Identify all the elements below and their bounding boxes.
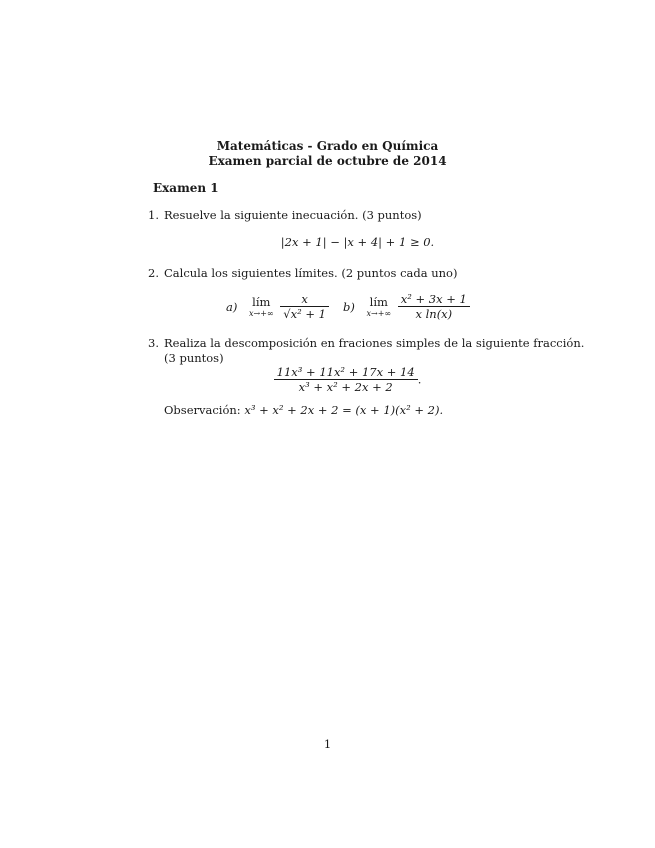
section-title: Examen 1 — [153, 181, 219, 195]
fraction-a-numerator: x — [280, 292, 329, 307]
part-b-label: b) — [343, 299, 355, 314]
fraction-b-numerator: x² + 3x + 1 — [398, 292, 470, 307]
problem-2-part-a — [226, 292, 329, 321]
fraction-a — [280, 292, 329, 321]
limit-a-subscript: x→+∞ — [249, 308, 274, 318]
limit-a — [249, 296, 274, 318]
fraction-b — [398, 292, 470, 321]
problem-3-denominator: x³ + x² + 2x + 2 — [298, 380, 393, 394]
problem-1-formula: |2x + 1| − |x + 4| + 1 ≥ 0. — [280, 235, 435, 249]
limit-b — [367, 296, 392, 318]
part-a-label: a) — [226, 299, 238, 314]
problem-3-number: 3. — [148, 336, 159, 350]
exam-subtitle: Examen parcial de octubre de 2014 — [208, 154, 447, 168]
problem-3-points: (3 puntos) — [164, 351, 224, 365]
problem-3-numerator: 11x³ + 11x² + 17x + 14 — [274, 365, 418, 380]
problem-3-fraction — [274, 365, 418, 394]
fraction-b-denominator: x ln(x) — [415, 307, 453, 321]
problem-2-number: 2. — [148, 266, 159, 280]
exam-title: Matemáticas - Grado en Química — [216, 139, 439, 153]
page-number: 1 — [323, 737, 332, 751]
observation-formula: x³ + x² + 2x + 2 = (x + 1)(x² + 2). — [244, 403, 444, 417]
limit-b-subscript: x→+∞ — [366, 308, 392, 318]
problem-1-number: 1. — [148, 208, 159, 222]
problem-3-observation — [164, 403, 443, 417]
problem-2-part-b — [343, 292, 470, 321]
problem-1-text: Resuelve la siguiente inecuación. (3 puntos) — [164, 208, 422, 222]
observation-label: Observación: — [164, 403, 241, 417]
problem-2-text: Calcula los siguientes límites. (2 puntos cada uno) — [164, 266, 458, 280]
limit-b-word: lím — [369, 294, 388, 309]
problem-3-period: . — [417, 372, 422, 387]
problem-3-text: Realiza la descomposición en fraciones simples de la siguiente fracción. — [164, 336, 585, 350]
limit-a-word: lím — [252, 294, 271, 309]
problem-3-fraction-block — [0, 365, 655, 394]
fraction-a-denominator: √x² + 1 — [283, 307, 326, 321]
